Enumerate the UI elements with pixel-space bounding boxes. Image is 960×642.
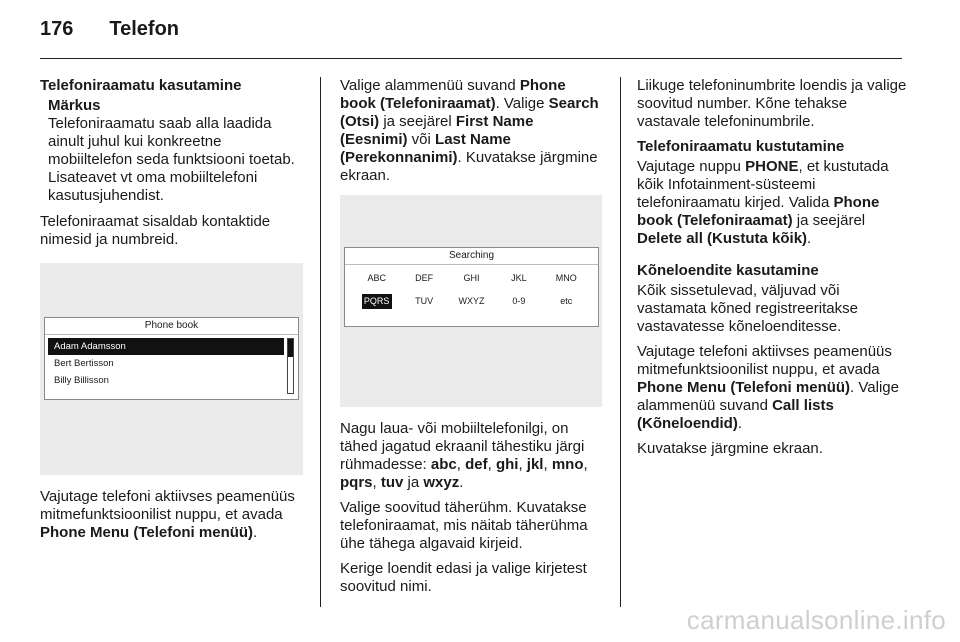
letter-group: 0-9 (512, 296, 526, 306)
column-2 (340, 77, 605, 192)
letter-group-ref: mno (551, 456, 584, 473)
note-title: Märkus (48, 97, 101, 114)
chapter-title: Telefon (109, 18, 180, 40)
menu-reference: Phone book (Telefoniraamat) (637, 194, 880, 229)
phonebook-title: Phone book (45, 318, 298, 335)
text-run: , (487, 456, 496, 473)
paragraph: Kerige loendit edasi ja valige kirjetest soovitud nimi. (340, 560, 587, 595)
text-run: , et kustutada kõik Infotainment-süsteemi telefoniraamatu kirjed. Valida (637, 158, 889, 211)
text-run: Valige alammenüü suvand (340, 77, 520, 94)
scrollbar-thumb (288, 339, 293, 357)
watermark: carmanualsonline.info (686, 605, 946, 635)
letter-group: WXYZ (458, 296, 485, 306)
text-run: , (543, 456, 552, 473)
text-run: või (407, 131, 436, 148)
letter-group-selected: PQRS (362, 294, 392, 309)
column-divider (620, 77, 621, 607)
column-divider (320, 77, 321, 607)
letter-group-ref: abc (430, 456, 457, 473)
search-screen-image (340, 195, 602, 407)
text-run: Vajutage nuppu (637, 158, 746, 175)
text-run: . (459, 474, 464, 491)
text-run: . Valige alammenüü suvand (637, 379, 899, 414)
text-run: . (737, 415, 742, 432)
menu-reference: First Name (Eesnimi) (340, 113, 534, 148)
scrollbar (287, 338, 294, 394)
letter-group: GHI (463, 273, 480, 283)
letter-group-ref: def (465, 456, 488, 473)
text-run: Vajutage telefoni aktiivses peamenüüs mitmefunktsioonilist nuppu, et avada (40, 488, 295, 523)
phonebook-panel (44, 317, 299, 400)
text-run: . (807, 230, 812, 247)
paragraph (340, 420, 605, 492)
menu-reference: Phone book (Telefoniraamat) (340, 77, 566, 112)
letter-group: ABC (367, 273, 386, 283)
text-run: , (583, 456, 588, 473)
search-title: Searching (345, 248, 598, 265)
letter-group: etc (560, 296, 573, 306)
menu-reference: Phone Menu (Telefoni menüü) (637, 379, 851, 396)
text-run: ja seejärel (379, 113, 456, 130)
letter-group: TUV (415, 296, 434, 306)
text-run: Nagu laua- või mobiiltelefonilgi, on tähed jagatud ekraanil tähestiku järgi rühmadesse: (340, 420, 585, 473)
letter-group: MNO (555, 273, 577, 283)
menu-reference: Last Name (Perekonnanimi) (340, 131, 511, 166)
letter-group-ref: tuv (380, 474, 404, 491)
text-run: . Kuvatakse järgmine ekraan. (340, 149, 598, 184)
text-run: , (518, 456, 527, 473)
paragraph (637, 158, 907, 248)
text-run: ja (403, 474, 424, 491)
paragraph: Kuvatakse järgmine ekraan. (637, 440, 823, 457)
text-run: . Valige (495, 95, 549, 112)
column-1 (40, 77, 305, 256)
button-reference: PHONE (745, 158, 799, 175)
paragraph (40, 488, 305, 542)
paragraph (637, 343, 907, 433)
letter-group-ref: wxyz (423, 474, 460, 491)
note-text: Telefoniraamatu saab alla laadida ainult juhul kui konkreetne mobiiltelefon seda funktsiooni toetab. Lisateavet vt oma mobiiltelefoni kasutusjuhendist. (48, 115, 295, 204)
paragraph: Telefoniraamat sisaldab kontaktide nimesid ja numbreid. (40, 213, 271, 248)
column-1-lower (40, 488, 305, 549)
contact-item: Bert Bertisson (54, 358, 114, 369)
text-run: , (372, 474, 381, 491)
section-heading-delete: Telefoniraamatu kustutamine (637, 138, 845, 155)
paragraph: Liikuge telefoninumbrite loendis ja valige soovitud number. Kõne tehakse vastavale telefoninumbrile. (637, 77, 907, 130)
text-run: ja seejärel (792, 212, 866, 229)
search-panel (344, 247, 599, 327)
section-heading-call-lists: Kõneloendite kasutamine (637, 262, 819, 279)
contact-item: Billy Billisson (54, 375, 109, 386)
letter-group-ref: ghi (495, 456, 519, 473)
menu-reference: Phone Menu (Telefoni menüü) (40, 524, 254, 541)
column-2-lower (340, 420, 605, 603)
menu-reference: Delete all (Kustuta kõik) (637, 230, 808, 247)
letter-group: JKL (511, 273, 527, 283)
menu-reference: Call lists (Kõneloendid) (637, 397, 834, 432)
header-rule (40, 58, 902, 59)
letter-group-grid (345, 265, 598, 309)
letter-group-ref: jkl (526, 456, 544, 473)
contact-item-selected: Adam Adamsson (48, 338, 284, 355)
letter-group: DEF (415, 273, 434, 283)
section-heading-phonebook: Telefoniraamatu kasutamine (40, 77, 242, 94)
column-3 (637, 77, 907, 465)
letter-group-ref: pqrs (340, 474, 373, 491)
text-run: , (456, 456, 466, 473)
paragraph (340, 77, 605, 185)
page-header (40, 18, 179, 41)
note-box (40, 97, 305, 205)
paragraph: Kõik sissetulevad, väljuvad või vastamata kõned registreeritakse vastavatesse kõneloenditesse. (637, 282, 858, 335)
paragraph: Valige soovitud täherühm. Kuvatakse telefoniraamat, mis näitab täherühma ühe tähega algavaid kirjeid. (340, 499, 588, 552)
phonebook-screen-image (40, 263, 303, 475)
text-run: Vajutage telefoni aktiivses peamenüüs mitmefunktsioonilist nuppu, et avada (637, 343, 892, 378)
menu-reference: Search (Otsi) (340, 95, 599, 130)
page-number: 176 (40, 18, 74, 40)
text-run: . (253, 524, 258, 541)
